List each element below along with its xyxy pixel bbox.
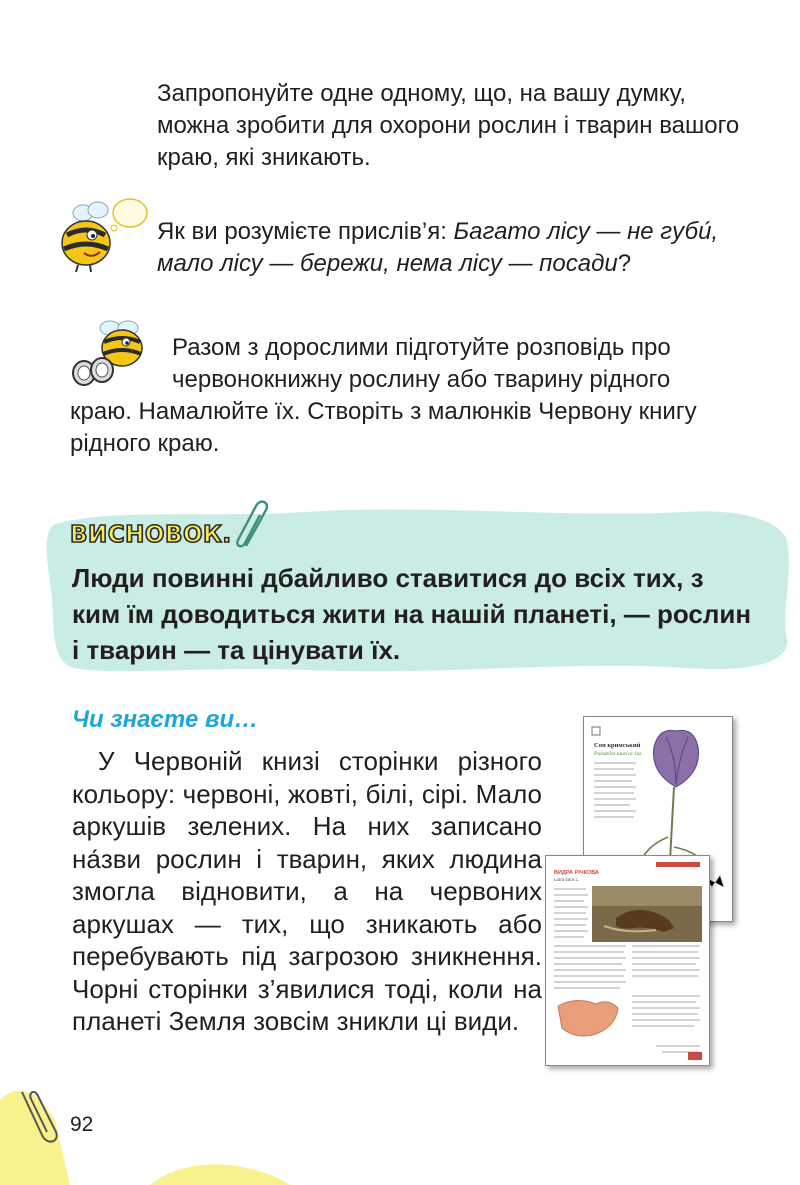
book1-title: Сон кримський [594, 742, 641, 749]
bee-binoculars-icon [70, 318, 154, 388]
proverb-task [157, 216, 757, 280]
discussion-task: Запропонуйте одне одному, що, на вашу думку, можна зробити для охорони рослин і тварин вашого краю, які зникають. [157, 80, 740, 171]
proverb-end: ? [617, 250, 632, 277]
conclusion-text: Люди повинні дбайливо ставитися до всіх тих, з ким їм доводиться жити на нашій планеті, — рослин і тварин — та цінувати їх. [72, 563, 752, 665]
book2-latin: Lutra lutra L. [554, 877, 580, 882]
conclusion-label: ВИСНОВОК. [70, 522, 232, 548]
book1-latin: Pulsatilla taurica Juz. [594, 751, 643, 757]
project-task-rest: краю. Намалюйте їх. Створіть з малюнків Червону книгу рідного краю. [70, 398, 697, 457]
did-you-know-text [72, 745, 542, 1038]
red-book-page-illustration [546, 856, 709, 1065]
proverb-text: Багато лісу — не губи́, мало лісу — бережи, нема лісу — посади [157, 218, 719, 277]
project-task-first-line: Разом з дорослими підготуйте розповідь про червонокнижну рослину або тварину рідного [172, 334, 671, 393]
paperclip-icon [232, 500, 274, 550]
did-you-know-body: У Червоній книзі сторінки різного кольору: червоні, жовті, білі, сірі. Мало аркушів зелених. На них записано на́зви рослин і тварин, яких людина змогла відновити, а на червоних аркушах — тих, що зникають або перебувають під загрозою зникнення. Чорні сторінки з’явилися тоді, коли на планеті Земля зовсім зникли ці види. [72, 746, 542, 1036]
red-book-page-otter [545, 855, 710, 1066]
did-you-know-heading: Чи знаєте ви… [72, 706, 259, 733]
bee-thinking-icon [58, 195, 150, 275]
proverb-intro: Як ви розумієте прислів’я: [157, 218, 454, 245]
book2-title: ВИДРА РІЧКОВА [554, 870, 599, 876]
page-number: 92 [70, 1113, 94, 1136]
